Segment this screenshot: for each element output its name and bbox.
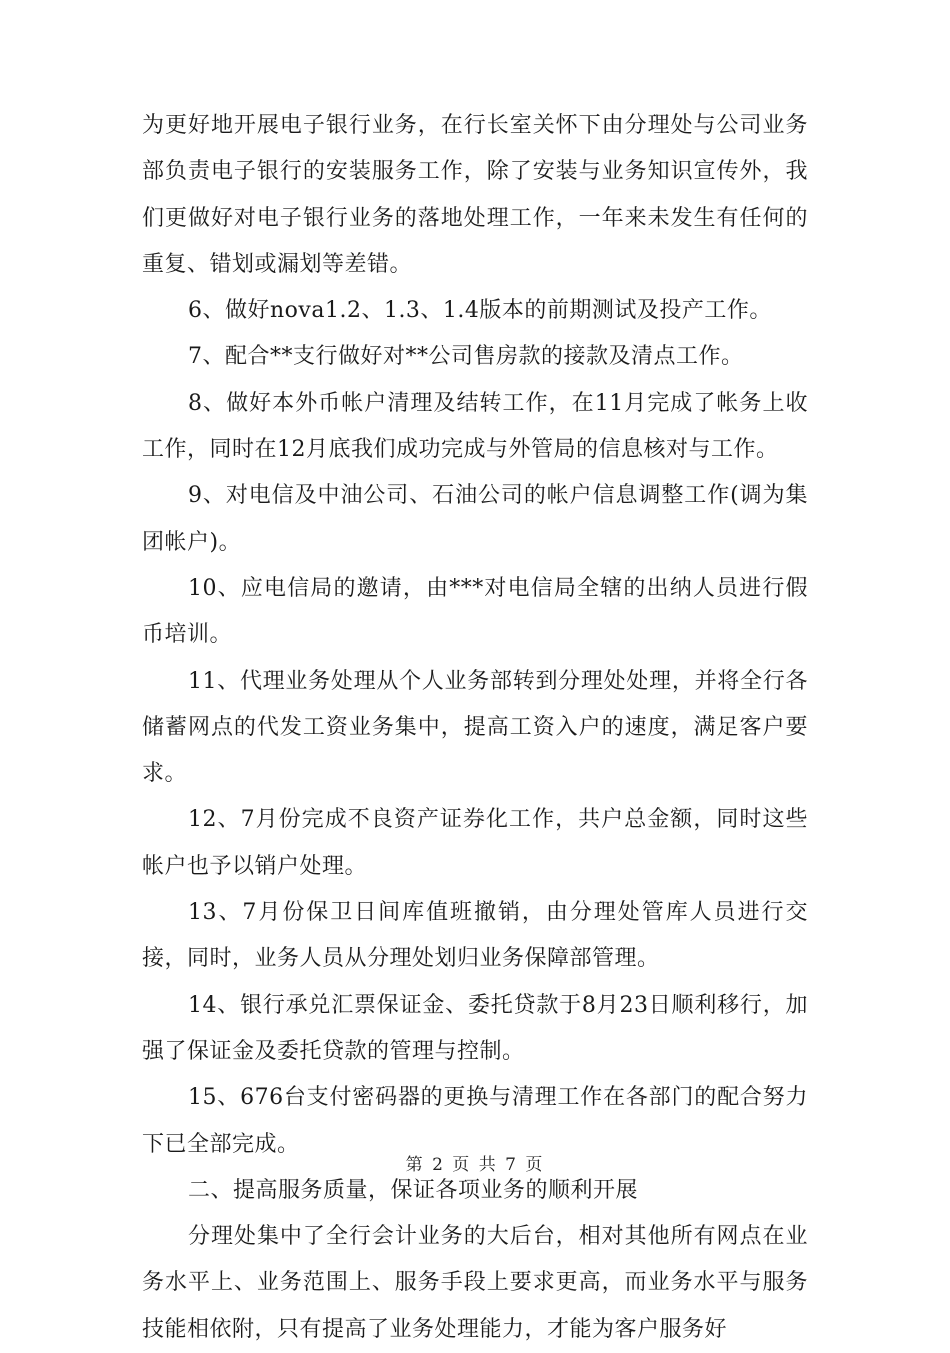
paragraph-electronic-banking: 为更好地开展电子银行业务，在行长室关怀下由分理处与公司业务部负责电子银行的安装服务工作，除了安装与业务知识宣传外，我们更做好对电子银行业务的落地处理工作，一年来未发生有任何的重复、错划或漏划等差错。 [142,113,808,277]
paragraph-item-8: 8、做好本外币帐户清理及结转工作，在11月完成了帐务上收工作，同时在12月底我们成功完成与外管局的信息核对与工作。 [142,390,808,463]
paragraph-item-9: 9、对电信及中油公司、石油公司的帐户信息调整工作(调为集团帐户)。 [142,483,808,555]
paragraph-item-6: 6、做好nova1.2、1.3、1.4版本的前期测试及投产工作。 [188,298,772,324]
paragraph-item-13: 13、7月份保卫日间库值班撤销，由分理处管库人员进行交接，同时，业务人员从分理处划归业务保障部管理。 [142,900,808,972]
paragraph-item-14: 14、银行承兑汇票保证金、委托贷款于8月23日顺利移行，加强了保证金及委托贷款的管理与控制。 [142,992,808,1064]
paragraph-item-12: 12、7月份完成不良资产证券化工作，共户总金额，同时这些帐户也予以销户处理。 [142,807,808,879]
section-heading-2: 二、提高服务质量，保证各项业务的顺利开展 [188,1177,639,1203]
paragraph-item-10: 10、应电信局的邀请，由***对电信局全辖的出纳人员进行假币培训。 [142,575,808,648]
page-number-footer: 第 2 页 共 7 页 [405,1155,545,1175]
paragraph-item-15: 15、676台支付密码器的更换与清理工作在各部门的配合努力下已全部完成。 [142,1085,808,1157]
paragraph-item-11: 11、代理业务处理从个人业务部转到分理处处理，并将全行各储蓄网点的代发工资业务集中，提高工资入户的速度，满足客户要求。 [142,668,808,787]
paragraph-service-quality: 分理处集中了全行会计业务的大后台，相对其他所有网点在业务水平上、业务范围上、服务手段上要求更高，而业务水平与服务技能相依附，只有提高了业务处理能力，才能为客户服务好 [142,1224,808,1342]
paragraph-item-7: 7、配合**支行做好对**公司售房款的接款及清点工作。 [188,344,744,370]
